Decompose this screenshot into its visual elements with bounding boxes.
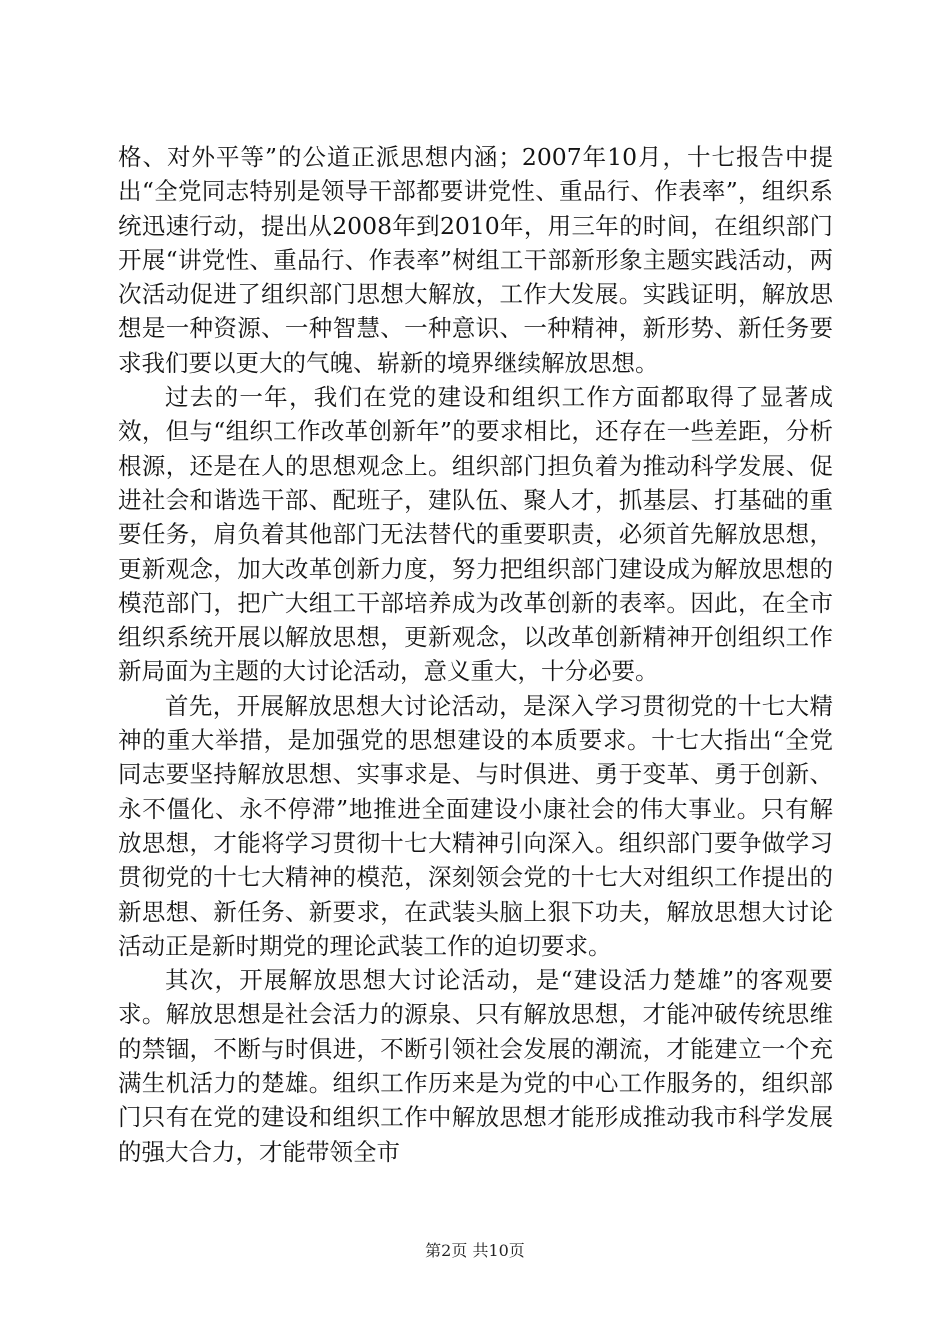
paragraph-2: 过去的一年，我们在党的建设和组织工作方面都取得了显著成效，但与“组织工作改革创新年”的要求相比，还存在一些差距，分析根源，还是在人的思想观念上。组织部门担负着为推动科学发展、促进社会和谐选干部、配班子，建队伍、聚人才，抓基层、打基础的重要任务，肩负着其他部门无法替代的重要职责，必须首先解放思想，更新观念，加大改革创新力度，努力把组织部门建设成为解放思想的模范部门，把广大组工干部培养成为改革创新的表率。因此，在全市组织系统开展以解放思想，更新观念，以改革创新精神开创组织工作新局面为主题的大讨论活动，意义重大，十分必要。 (118, 383, 833, 686)
paragraph-4: 其次，开展解放思想大讨论活动，是“建设活力楚雄”的客观要求。解放思想是社会活力的源泉、只有解放思想，才能冲破传统思维的禁锢，不断与时俱进，不断引领社会发展的潮流，才能建立一个充满生机活力的楚雄。组织工作历来是为党的中心工作服务的，组织部门只有在党的建设和组织工作中解放思想才能形成推动我市科学发展的强大合力，才能带领全市 (118, 966, 833, 1166)
document-body (118, 140, 833, 1169)
paragraph-1: 格、对外平等”的公道正派思想内涵；2007年10月，十七报告中提出“全党同志特别是领导干部都要讲党性、重品行、作表率”，组织系统迅速行动，提出从2008年到2010年，用三年的时间，在组织部门开展“讲党性、重品行、作表率”树组工干部新形象主题实践活动，两次活动促进了组织部门思想大解放，工作大发展。实践证明，解放思想是一种资源、一种智慧、一种意识、一种精神，新形势、新任务要求我们要以更大的气魄、崭新的境界继续解放思想。 (118, 143, 833, 377)
page-number-footer: 第2页 共10页 (425, 1241, 525, 1260)
paragraph-3: 首先，开展解放思想大讨论活动，是深入学习贯彻党的十七大精神的重大举措，是加强党的思想建设的本质要求。十七大指出“全党同志要坚持解放思想、实事求是、与时俱进、勇于变革、勇于创新、永不僵化、永不停滞”地推进全面建设小康社会的伟大事业。只有解放思想，才能将学习贯彻十七大精神引向深入。组织部门要争做学习贯彻党的十七大精神的模范，深刻领会党的十七大对组织工作提出的新思想、新任务、新要求，在武装头脑上狠下功夫，解放思想大讨论活动正是新时期党的理论武装工作的迫切要求。 (118, 691, 833, 960)
